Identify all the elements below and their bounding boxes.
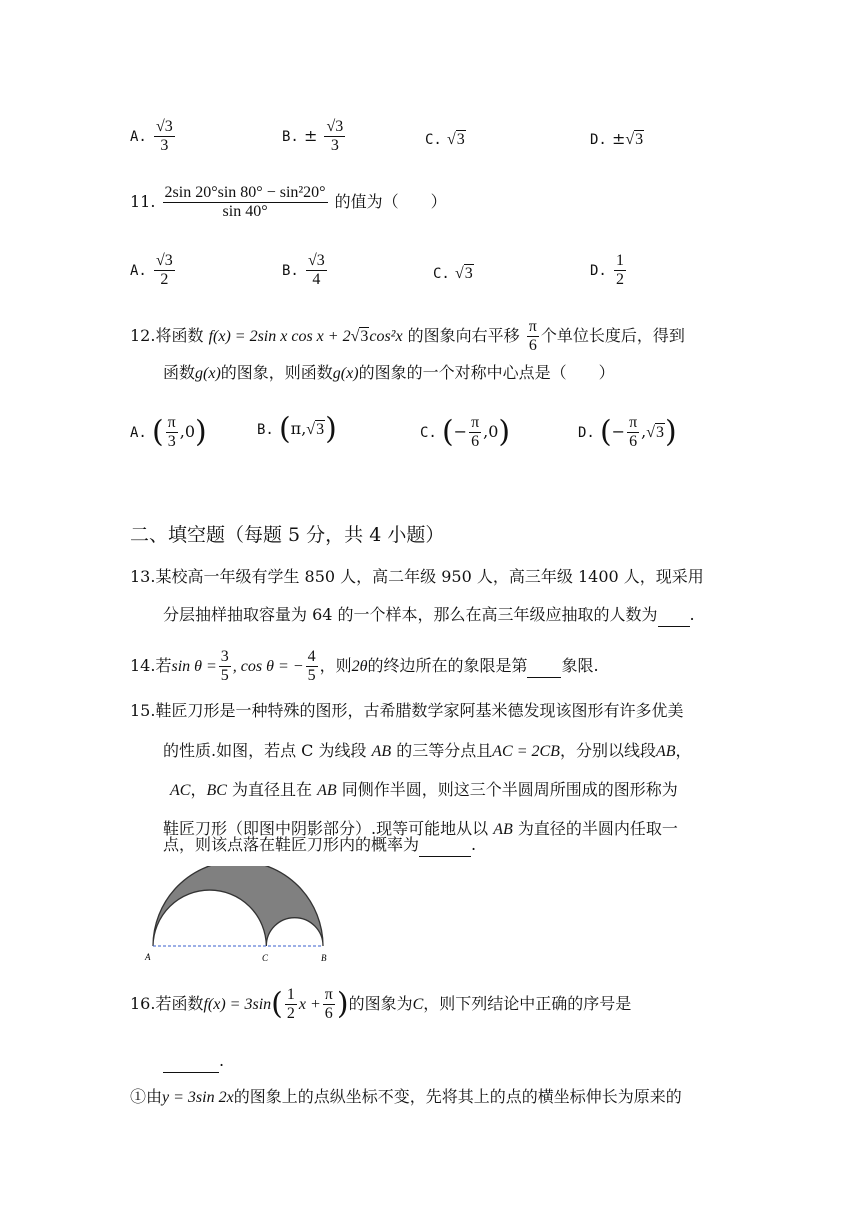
q12-option-d: D. (− $\frac{\pi}{6}$ ,√3)	[578, 414, 677, 450]
q12-option-c-label: C.	[420, 425, 437, 441]
q12-sqrt: √3	[350, 328, 369, 345]
q15-l3c: 同侧作半圆，则这三个半圆周所围成的图形称为	[341, 780, 678, 799]
q14-blank	[527, 655, 561, 678]
q16-number: 16.	[130, 994, 156, 1013]
q15-line5	[163, 834, 476, 857]
q15-l3-ac: AC	[170, 782, 191, 799]
q14-text-2: ，则	[319, 656, 352, 675]
q11-suffix: 的值为（ ）	[334, 192, 447, 211]
q12-option-d-label: D.	[578, 425, 595, 441]
q15-l4: 鞋匠刀形（即图中阴影部分）.现等可能地从以	[163, 819, 489, 838]
q16-blank	[163, 1050, 219, 1073]
item-1-text: 由	[146, 1087, 163, 1106]
q10-option-b-pm: ±	[303, 126, 318, 145]
q11-option-d-label: D.	[590, 263, 607, 279]
q12-text: 将函数	[155, 326, 204, 345]
q10-option-c-label: C.	[425, 132, 442, 148]
q14-sin: sin θ =	[171, 658, 217, 675]
q12-option-b: B. (π,√3)	[257, 411, 337, 447]
q13-line1	[130, 566, 704, 588]
q15-text: 鞋匠刀形是一种特殊的图形，古希腊数学家阿基米德发现该图形有许多优美	[155, 701, 684, 720]
q15-l3b: 为直径且在	[232, 780, 313, 799]
q12-option-a: A. ( $\frac{\pi}{3}$ ,0)	[130, 414, 207, 450]
q11-option-a-value: $\frac{√3}{2}$	[155, 252, 173, 288]
q15-l2d: ，	[675, 741, 692, 760]
label-a: A	[145, 952, 151, 962]
q10-option-c	[425, 128, 466, 151]
q12-line2-text: 函数	[163, 363, 196, 382]
q12-cos-term: cos²x	[369, 328, 403, 345]
q11-option-a-label: A.	[130, 263, 147, 279]
q15-l4-ab: AB	[493, 821, 513, 838]
q15-line2	[163, 740, 692, 763]
q11-number: 11.	[130, 192, 156, 211]
q14-number: 14.	[130, 656, 156, 675]
q10-option-b	[282, 118, 347, 155]
q11-option-d-value: $\frac{1}{2}$	[615, 252, 624, 288]
q10-option-c-value: √3	[446, 131, 465, 148]
q16-function: f(x) = 3sin	[203, 996, 272, 1013]
q16-text-3: ，则下列结论中正确的序号是	[423, 994, 632, 1013]
q15-l3a: ，	[190, 780, 207, 799]
label-b: B	[321, 953, 327, 963]
q14: 14.若sin θ = $\frac{3}{5}$ , cos θ = − $\frac{4}{5}$ ，则2θ的终边所在的象限是第 象限.	[130, 648, 599, 684]
q11-expression: $\frac{\text{2sin 20°sin 80° − sin²20°}}{\sin 40^\circ}$	[164, 184, 326, 220]
q12-g2: g(x)	[332, 365, 359, 382]
item-1	[130, 1086, 682, 1109]
item-1-mark: ①	[130, 1087, 147, 1106]
q15-l2-ab2: AB	[655, 743, 676, 760]
q13-number: 13.	[130, 567, 156, 586]
q16-line2	[163, 1050, 224, 1073]
section-heading: 二、填空题（每题 5 分，共 4 小题）	[130, 524, 445, 546]
q13-text: 某校高一年级有学生 850 人，高二年级 950 人，高三年级 1400 人，现采用	[155, 567, 704, 586]
q10-option-d-pm: ±	[611, 129, 626, 148]
q11-option-d	[590, 252, 628, 289]
label-c: C	[262, 953, 269, 963]
q15-line3	[170, 779, 678, 802]
q12-number: 12.	[130, 326, 156, 345]
q15-l4b: 为直径的半圆内任取一	[517, 819, 678, 838]
q14-text: 若	[155, 656, 172, 675]
q10-option-a-label: A.	[130, 129, 147, 145]
q10-option-d-value: √3	[625, 131, 644, 148]
arbelos-figure	[140, 866, 340, 968]
q14-text-4: 象限.	[561, 656, 599, 675]
q11-option-c-value: √3	[454, 265, 473, 282]
q12-option-b-val: π,	[290, 419, 307, 438]
q11-stem	[130, 184, 447, 221]
q12-line2-text-2: 的图象，则函数	[220, 363, 333, 382]
q15-l5: 点，则该点落在鞋匠刀形内的概率为	[163, 835, 420, 854]
q12-option-c: C. (− $\frac{\pi}{6}$ ,0)	[420, 414, 511, 450]
q10-option-b-label: B.	[282, 129, 299, 145]
q16-line1: 16.若函数f(x) = 3sin( $\frac{1}{2}$ x + $\frac{\pi}{6}$ )的图象为C，则下列结论中正确的序号是	[130, 986, 632, 1022]
q16-text: 若函数	[155, 994, 204, 1013]
q12-shift: $\frac{\pi}{6}$	[528, 318, 537, 354]
arbelos-shaded-region	[153, 866, 323, 946]
item-1-eq: y = 3sin 2x	[162, 1089, 234, 1106]
q12-text-3: 个单位长度后，得到	[540, 326, 685, 345]
q14-text-3: 的终边所在的象限是第	[367, 656, 528, 675]
q12-line2-text-3: 的图象的一个对称中心点是（ ）	[358, 363, 615, 382]
q15-l2c: ，分别以线段	[559, 741, 656, 760]
item-1-text-2: 的图象上的点纵坐标不变，先将其上的点的横坐标伸长为原来的	[233, 1087, 682, 1106]
q12-option-b-label: B.	[257, 422, 274, 438]
q14-cos: , cos θ = −	[232, 658, 304, 675]
q16-mid: x +	[298, 996, 321, 1013]
q11-option-c-label: C.	[433, 266, 450, 282]
q14-twotheta: 2θ	[351, 658, 368, 675]
q11-option-b-label: B.	[282, 263, 299, 279]
q16-text-2: 的图象为	[348, 994, 413, 1013]
q15-l3-ab: AB	[317, 782, 337, 799]
q12-option-a-label: A.	[130, 425, 147, 441]
q12-text-2: 的图象向右平移	[407, 326, 520, 345]
q12-line1	[130, 318, 685, 355]
q12-g1: g(x)	[195, 365, 221, 382]
q15-l5-end: .	[471, 835, 477, 854]
q10-options	[130, 118, 177, 155]
q12-option-c-rest: ,0	[483, 422, 499, 441]
q15-l2-eq: AC = 2CB	[492, 743, 560, 760]
q12-option-a-rest: ,0	[179, 422, 196, 441]
q13-line2	[163, 604, 695, 627]
q16-c: C	[412, 996, 424, 1013]
q12-line2	[163, 362, 615, 385]
q16-end: .	[219, 1051, 225, 1070]
q10-option-b-value: $\frac{√3}{3}$	[326, 118, 344, 154]
q11-option-a	[130, 252, 177, 289]
q10-option-d-label: D.	[590, 132, 607, 148]
q12-function: f(x) = 2sin x cos x + 2	[208, 328, 351, 345]
q15-l3-bc: BC	[206, 782, 227, 799]
q15-blank	[419, 834, 471, 857]
q13-end: .	[689, 605, 695, 624]
q15-l2b: 的三等分点且	[396, 741, 493, 760]
q10-option-a-value: $\frac{√3}{3}$	[155, 118, 173, 154]
q15-l2a: 的性质.如图，若点 C 为线段	[163, 741, 367, 760]
q15-number: 15.	[130, 701, 156, 720]
q13-blank	[658, 604, 690, 627]
q11-option-c	[433, 262, 474, 285]
q10-option-d	[590, 128, 644, 151]
q15-l2-ab: AB	[371, 743, 392, 760]
q15-line1	[130, 700, 683, 722]
q13-text-2: 分层抽样抽取容量为 64 的一个样本，那么在高三年级应抽取的人数为	[163, 605, 658, 624]
q11-option-b-value: $\frac{√3}{4}$	[307, 252, 325, 288]
q11-option-b	[282, 252, 329, 289]
